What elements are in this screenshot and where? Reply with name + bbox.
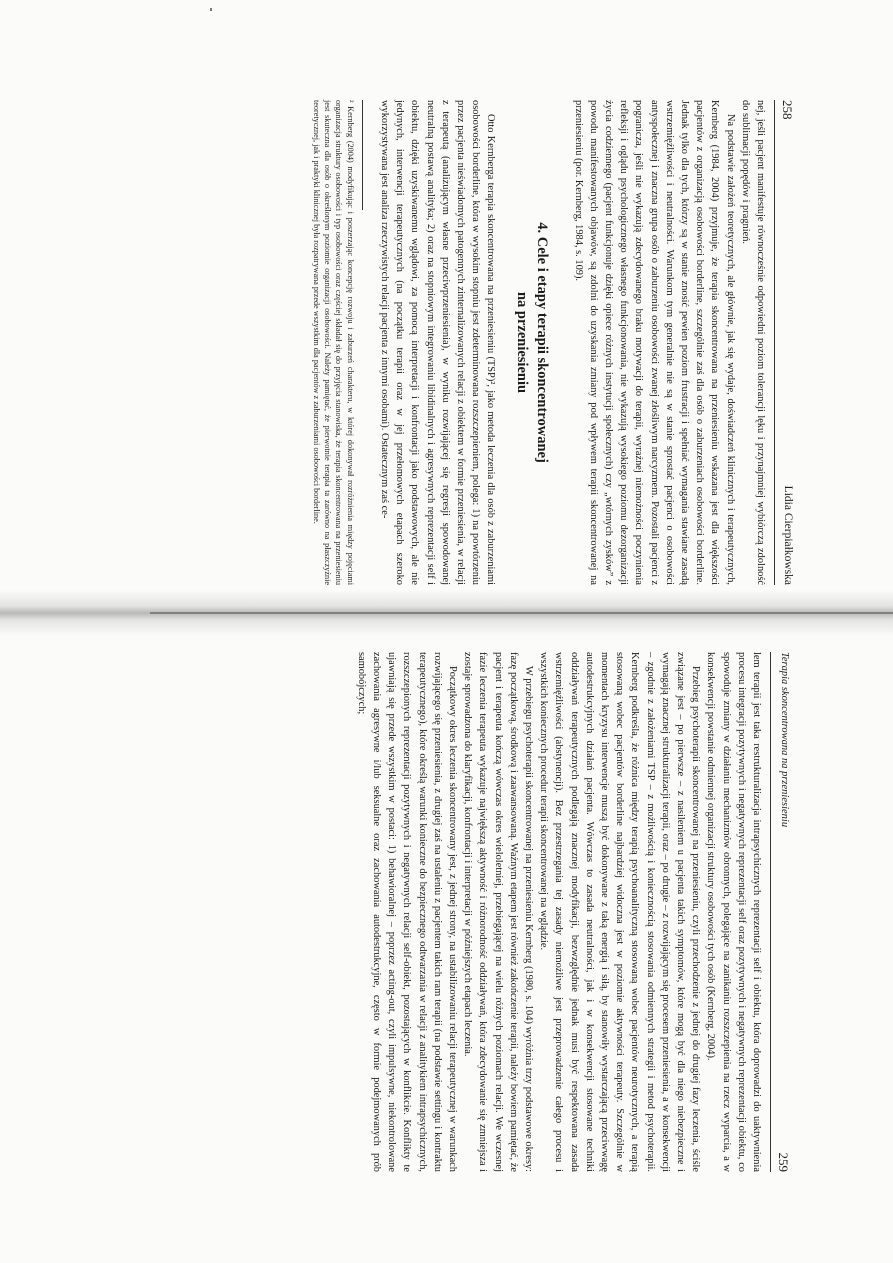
footnote-rule bbox=[362, 100, 363, 210]
running-header bbox=[770, 652, 793, 1172]
paragraph: W przebiegu psychoterapii skoncentrowanej na przeniesieniu Kernberg (1980, s. 104) wyróżnia trzy podstawowe okresy: fazę początkową, środkową i zaawansowaną. Ważnym etapem jest również zakończenie terapii, należy bowiem pamiętać, że pacjent i terapeuta kończą wówczas okres wieloletniej, przebiegającej na wielu różnych poziomach relacji. We wczesnej fazie leczenia terapeuta wykazuje największą aktywność i różnorodność oddziaływań, która zdecydowanie się zmniejsza i zostaje sprowadzona do klaryfikacji, konfrontacji i interpretacji w późniejszych etapach leczenia. bbox=[462, 652, 534, 1172]
paragraph: Otto Kernberga terapia skoncentrowana na przeniesieniu (TSP)², jako metoda leczenia dla osób z zaburzeniami osobowości borderline, która w wysokim stopniu jest zdeterminowana rozszczepieniem, polega: 1) na powtórzeniu przez pacjenta nieświadomych patogennych zinternalizowanych relacji z obiektem w formie przeniesienia, w relacji z terapeutą (analizującym własne przeciwprzeniesienia), w wyniku rozwijającej się regresji spowodowanej neutralną postawą analityka; 2) oraz na stopniowym integrowaniu libidinalnych i agresywnych reprezentacji self i obiektu, dzięki uzyskiwanemu wglądowi, za pomocą interpretacji i konfrontacji jako podstawowych, ale nie jedynych, interwencji terapeutycznych (na początku terapii oraz w jej przełomowych etapach szeroko wykorzystywana jest analiza rzeczywistych relacji pacjenta z innymi osobami). Ostatecznym zaś ce- bbox=[378, 100, 497, 585]
section-heading-line: 4. Cele i etapy terapii skoncentrowanej bbox=[534, 222, 551, 463]
section-heading-line: na przeniesieniu bbox=[514, 291, 531, 394]
paragraph: nej, jeśli pacjent manifestuje równocześnie odpowiedni poziom tolerancji lęku i przynajmniej wybiórczą zdolność do sublimacji popędów i pragnień. bbox=[739, 100, 766, 585]
scan-speck bbox=[210, 8, 212, 11]
paragraph: Przebieg psychoterapii skoncentrowanej na przeniesieniu, czyli przechodzenie z jednej do drugiej fazy leczenia, ściśle związane jest – po pierwsze – z nasileniem u pacjenta takich symptomów, które mogą być dla niego niebezpieczne i wymagają znacznej strukturalizacji terapii, oraz – po drugie – z rozwijającym się procesem przeniesienia, a w konsekwencji – zgodnie z założeniami TSP – z możliwością i koniecznością stosowania odmiennych strategii i metod psychoterapii. Kernberg podkreśla, że różnica między terapią psychoanalityczną stosowaną wobec pacjentów neurotycznych, a terapią stosowaną wobec pacjentów borderline najbardziej widoczna jest w poziomie aktywności terapeuty. Szczególnie w momentach kryzysu interwencje muszą być dokonywane z taką energią i siłą, by stanowiły wystarczającą przeciwwagę autodestrukcyjnych działań pacjenta. Wówczas to zasada neutralności, jak i w konsekwencji stosowane techniki oddziaływań terapeutycznych podlegają znacznej modyfikacji, bezwzględnie jednak musi być respektowana zasada wstrzemięźliwości (abstynencji). Bez przestrzegania tej zasady niemożliwe jest przeprowadzenie całego procesu i wszystkich koniecznych procedur terapii skoncentrowanej na wglądzie. bbox=[538, 652, 702, 1172]
page-259 bbox=[58, 652, 793, 1172]
page-258 bbox=[92, 100, 797, 585]
running-title: Terapia skoncentrowana na przeniesieniu bbox=[779, 652, 790, 828]
page-number: 259 bbox=[776, 1152, 791, 1172]
footnote: ² Kernberg (2004) modyfikując i poszerzając koncepcję rozwoju i zaburzeń charakteru, w której dokonywał rozróżnienia między pojęciami organizacja struktury osobowości i typ osobowości oraz częściej składał się do przyjęcia stanowiska, że terapia skoncentrowana na przeniesieniu jest skuteczna dla osób o określonym poziomie organizacji osobowości. Należy pamiętać, że pierwotnie terapia ta zarówno na płaszczyźnie teoretycznej, jak i praktyki klinicznej była rozpatrywana przede wszystkim dla pacjentów z zaburzeniami osobowości borderline. bbox=[311, 100, 355, 585]
running-author: Lidia Cierpiałkowska bbox=[782, 485, 794, 585]
paragraph: Na podstawie założeń teoretycznych, ale głównie, jak się wydaje, doświadczeń klinicznych i terapeutycznych, Kernberg (1984, 2004) przyjmuje, że terapia skoncentrowana na przeniesieniu wskazana jest dla większości pacjentów z organizacją osobowości borderline, szczególnie zaś dla osób o zaburzeniach osobowości borderline. Jednak tylko dla tych, którzy są w stanie znosić pewien poziom frustracji i spełniać wymagania stawiane zasadą wstrzemięźliwości i neutralności. Warunkom tym generalnie nie są w stanie sprostać pacjenci o osobowości antyspołecznej i znaczna grupa osób o zaburzeniu osobowości zwanej złośliwym narcyzmem. Pozostali pacjenci z pogranicza, jeśli nie wykazują zdecydowanego braku motywacji do terapii, wyraźnej niemożności poczynienia refleksji i oglądu psychologicznego własnego funkcjonowania, nie wykazują wysokiego poziomu dezorganizacji życia codziennego (pacjent funkcjonuje dzięki opiece różnych instytucji społecznych) czy „wtórnych zysków” z powodu manifestowanych objawów, są zdolni do uzyskania zmiany pod wpływem terapii skoncentrowanej na przeniesieniu (por. Kernberg, 1984, s. 109). bbox=[572, 100, 736, 585]
section-heading bbox=[512, 100, 552, 585]
paragraph: Początkowy okres leczenia skoncentrowany jest, z jednej strony, na ustabilizowaniu relacji terapeutycznej w warunkach rozwijającego się przeniesienia, z drugiej zaś na ustaleniu z pacjentem takich ram terapii (na podstawie settingu i kontraktu terapeutycznego), które określą warunki konieczne do bezpiecznego odtwarzania w relacji z analitykiem intrapsychicznych, rozszczepionych reprezentacji pozytywnych i negatywnych relacji self-obiekt, pozostających w konflikcie. Konflikty te ujawniają się przede wszystkim w postaci: 1) behawioralnej – poprzez acting-out, czyli impulsywne, niekontrolowane zachowania agresywne i/lub seksualne oraz zachowania autodestrukcyjne, często w formie podejmowanych prób samobójczych; bbox=[355, 652, 458, 1172]
paragraph: lem terapii jest taka restrukturalizacja intrapsychicznych reprezentacji self i obiektu, która doprowadzi do uaktywnienia procesu integracji pozytywnych i negatywnych reprezentacji self oraz pozytywnych i negatywnych reprezentacji obiektu, co spowoduje zmiany w działaniu mechanizmów obronnych, polegające na zanikaniu rozszczepienia na rzecz wyparcia, a w konsekwencji powstanie odmiennej organizacji struktury osobowości tych osób (Kernberg, 2004). bbox=[705, 652, 762, 1172]
running-header bbox=[774, 100, 797, 585]
book-gutter-line bbox=[150, 612, 893, 614]
page-number: 258 bbox=[780, 100, 795, 120]
